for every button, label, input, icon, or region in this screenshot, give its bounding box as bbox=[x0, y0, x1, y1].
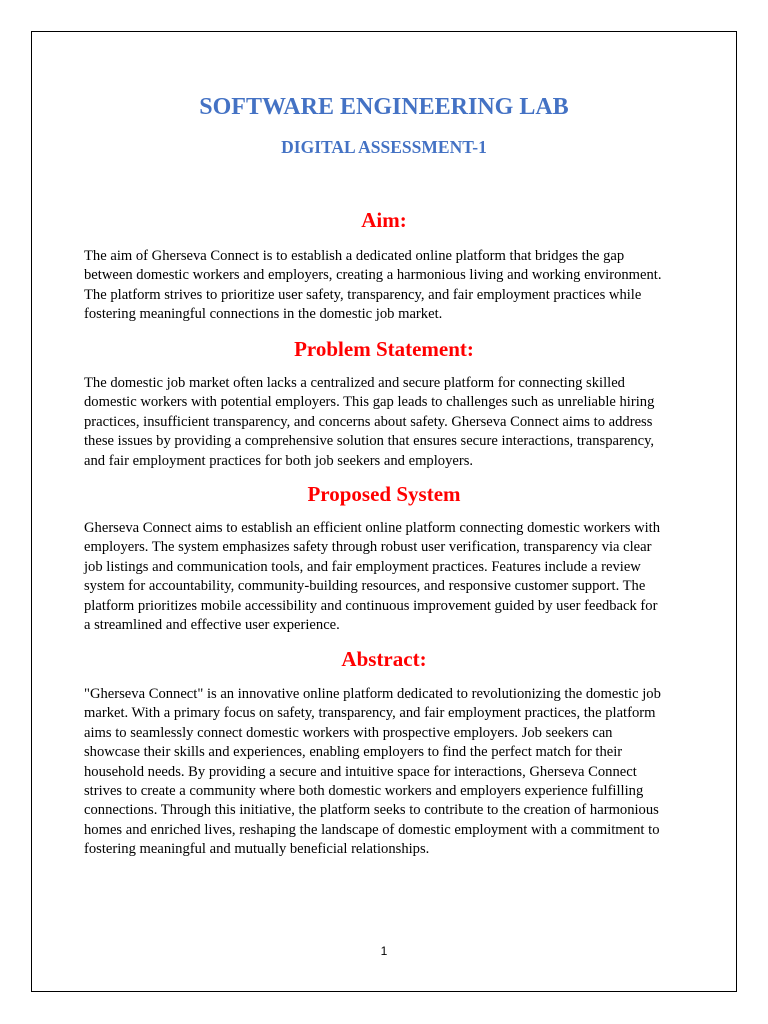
page-number: 1 bbox=[380, 944, 388, 958]
aim-heading: Aim: bbox=[361, 208, 407, 232]
problem-statement-heading: Problem Statement: bbox=[294, 337, 474, 361]
abstract-line: fostering meaningful and mutually beneficial relationships. bbox=[84, 841, 430, 858]
problem-statement-paragraph bbox=[84, 374, 687, 471]
problem-statement-line: these issues by providing a comprehensive solution that ensures secure interactions, transparency, bbox=[84, 433, 655, 450]
aim-paragraph bbox=[84, 247, 687, 325]
proposed-system-line: Gherseva Connect aims to establish an efficient online platform connecting domestic workers with bbox=[84, 520, 661, 536]
abstract-line: showcase their skills and experiences, enabling employers to find the perfect match for their bbox=[84, 744, 623, 761]
proposed-system-line: job listings and communication tools, and fair employment practices. Features include a review bbox=[84, 558, 641, 575]
aim-line: The aim of Gherseva Connect is to establish a dedicated online platform that bridges the gap bbox=[84, 248, 625, 264]
problem-statement-line: domestic workers with potential employers. This gap leads to challenges such as unreliable hiring bbox=[84, 394, 655, 411]
abstract-line: market. With a primary focus on safety, transparency, and fair employment practices, the platform bbox=[84, 705, 656, 722]
abstract-paragraph bbox=[84, 685, 687, 860]
document-title: SOFTWARE ENGINEERING LAB bbox=[199, 94, 569, 120]
problem-statement-line: and fair employment practices for both job seekers and employers. bbox=[84, 452, 474, 469]
proposed-system-paragraph bbox=[84, 519, 687, 635]
abstract-line: strives to create a community where both domestic workers and employers experience fulfilling bbox=[84, 783, 644, 800]
abstract-line: homes and enriched lives, reshaping the landscape of domestic employment with a commitment to bbox=[84, 821, 660, 838]
abstract-line: household needs. By providing a secure and intuitive space for interactions, Gherseva Connect bbox=[84, 763, 637, 780]
proposed-system-line: employers. The system emphasizes safety through robust user verification, transparency via clear bbox=[84, 539, 652, 556]
aim-line: between domestic workers and employers, creating a harmonious living and working environment. bbox=[84, 267, 662, 284]
abstract-line: connections. Through this initiative, the platform seeks to contribute to the creation of harmonious bbox=[84, 802, 659, 819]
problem-statement-line: practices, insufficient transparency, and concerns about safety. Gherseva Connect aims to address bbox=[84, 413, 653, 430]
abstract-line: "Gherseva Connect" is an innovative online platform dedicated to revolutionizing the domestic job bbox=[84, 686, 661, 702]
proposed-system-line: platform prioritizes mobile accessibility and continuous improvement guided by user feedback for bbox=[84, 597, 658, 614]
abstract-line: aims to seamlessly connect domestic workers with prospective employers. Job seekers can bbox=[84, 724, 613, 741]
proposed-system-line: a streamlined and effective user experience. bbox=[84, 617, 340, 634]
problem-statement-line: The domestic job market often lacks a centralized and secure platform for connecting skilled bbox=[84, 375, 625, 391]
document-subtitle: DIGITAL ASSESSMENT-1 bbox=[281, 137, 487, 157]
proposed-system-line: system for accountability, community-building resources, and responsive customer support. The bbox=[84, 578, 646, 595]
proposed-system-heading: Proposed System bbox=[307, 482, 461, 506]
aim-line: fostering meaningful connections in the domestic job market. bbox=[84, 306, 443, 323]
abstract-heading: Abstract: bbox=[341, 647, 427, 671]
aim-line: The platform strives to prioritize user safety, transparency, and fair employment practices while bbox=[84, 286, 642, 303]
